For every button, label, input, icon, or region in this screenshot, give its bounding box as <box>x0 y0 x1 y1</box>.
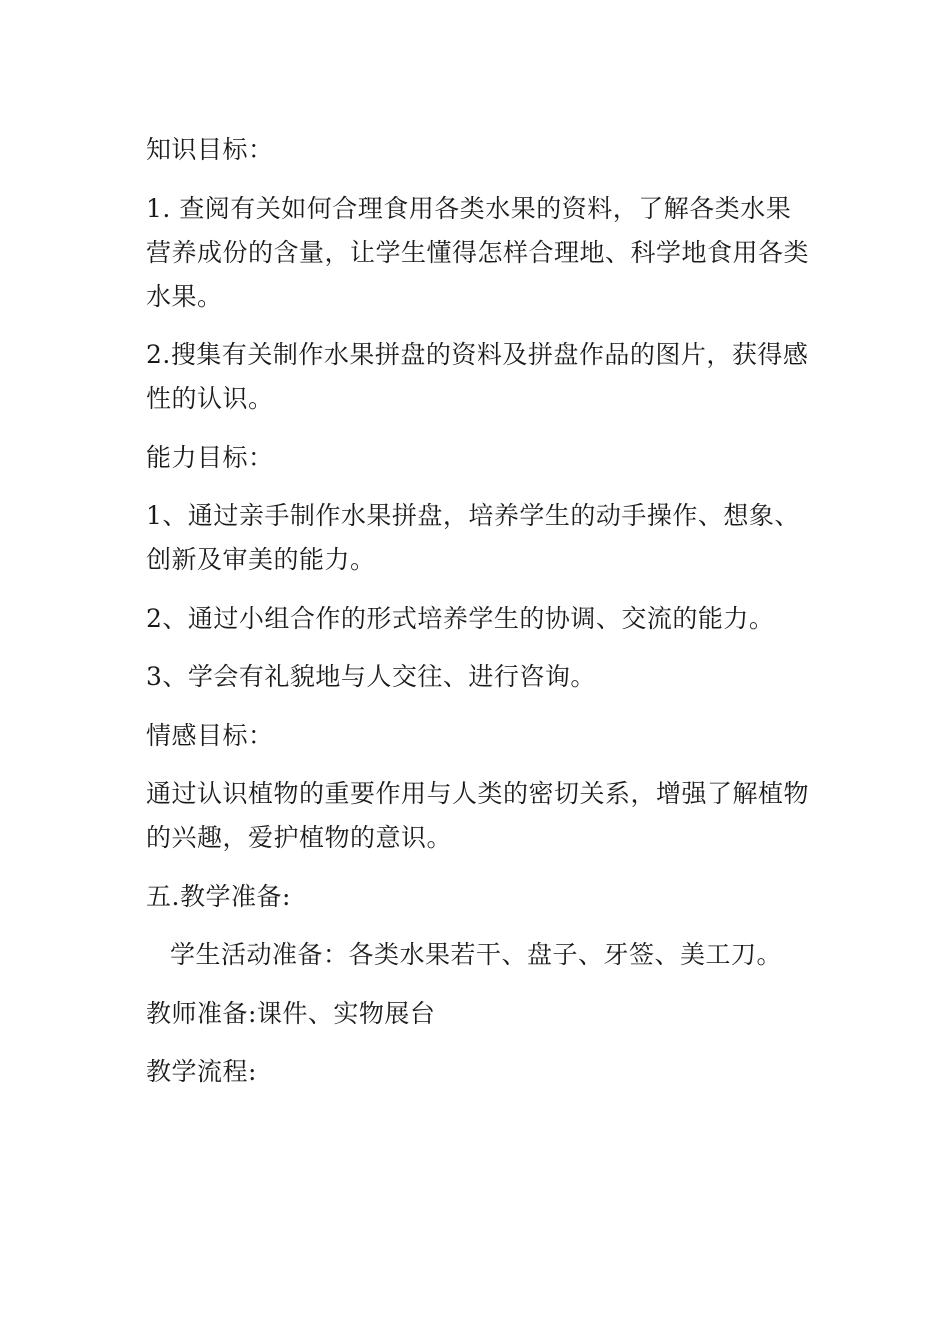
ability-goal-2: 2、通过小组合作的形式培养学生的协调、交流的能力。 <box>146 603 775 633</box>
heading-teaching-process: 教学流程: <box>146 1057 257 1086</box>
emotion-goal: 通过认识植物的重要作用与人类的密切关系，增强了解植物的兴趣，爱护植物的意识。 <box>146 779 810 852</box>
heading-emotion-goals: 情感目标： <box>146 720 274 750</box>
ability-goal-1: 1、通过亲手制作水果拼盘，培养学生的动手操作、想象、创新及审美的能力。 <box>146 501 800 574</box>
heading-teaching-preparation: 五.教学准备: <box>146 881 291 911</box>
document-body <box>146 128 811 1109</box>
heading-ability-goals: 能力目标： <box>146 442 274 472</box>
ability-goal-3: 3、学会有礼貌地与人交往、进行咨询。 <box>146 662 596 691</box>
teacher-preparation: 教师准备:课件、实物展台 <box>146 998 436 1028</box>
student-preparation: 学生活动准备：各类水果若干、盘子、牙签、美工刀。 <box>170 940 783 969</box>
heading-knowledge-goals: 知识目标： <box>146 135 274 164</box>
knowledge-goal-2: 2.搜集有关制作水果拼盘的资料及拼盘作品的图片，获得感性的认识。 <box>146 340 809 413</box>
knowledge-goal-1: 1. 查阅有关如何合理食用各类水果的资料，了解各类水果营养成份的含量，让学生懂得怎样合理地、科学地食用各类水果。 <box>146 193 810 311</box>
